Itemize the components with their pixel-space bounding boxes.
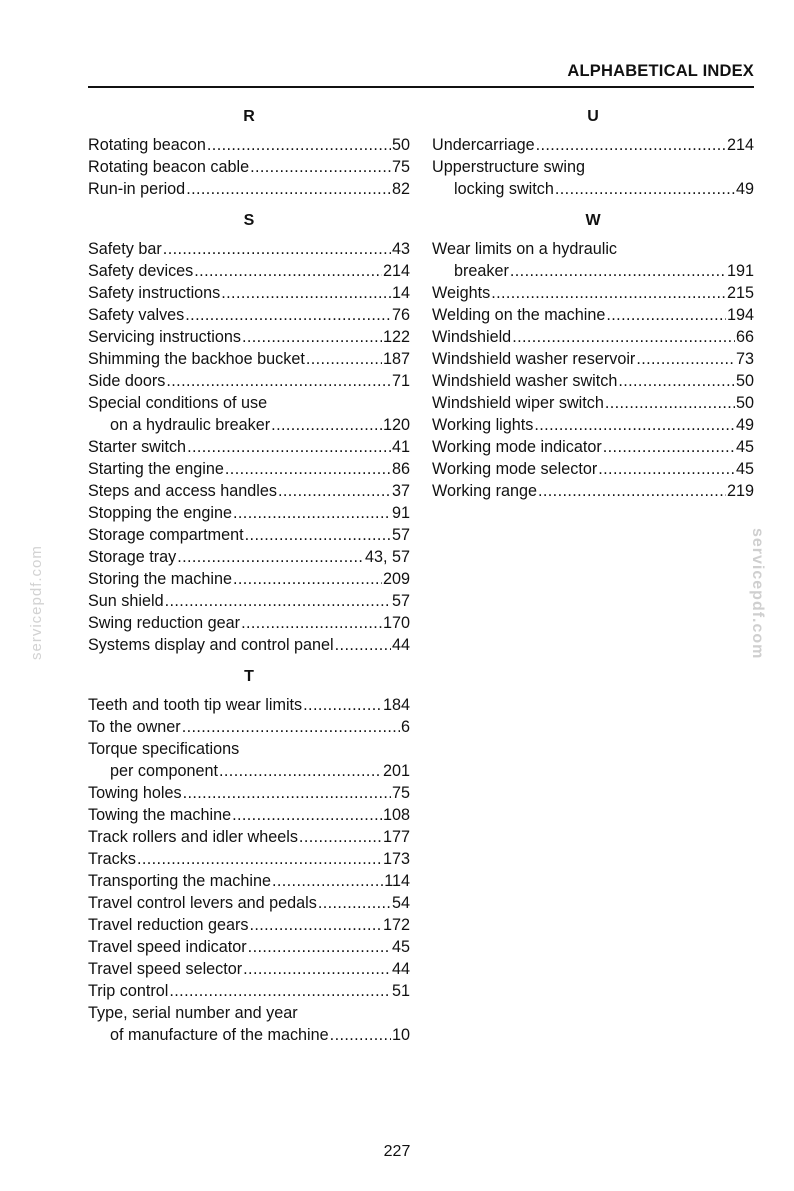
index-entry-list <box>432 238 754 502</box>
index-term: locking switch <box>454 180 554 198</box>
index-entry-line <box>88 848 410 870</box>
index-page-ref: 50 <box>735 372 754 390</box>
index-entry-line <box>432 348 754 370</box>
dot-leader <box>538 480 726 502</box>
index-entry-line <box>88 936 410 958</box>
index-entry-line <box>88 304 410 326</box>
index-entry-line <box>88 392 410 414</box>
index-page-ref: 108 <box>382 806 410 824</box>
dot-leader <box>536 134 726 156</box>
index-entry <box>88 282 410 304</box>
watermark-right: servicepdf.com <box>749 528 766 660</box>
dot-leader <box>245 524 391 546</box>
dot-leader <box>510 260 726 282</box>
index-page-ref: 91 <box>391 504 410 522</box>
index-term: Towing holes <box>88 784 182 802</box>
index-page-ref: 37 <box>391 482 410 500</box>
dot-leader <box>163 238 391 260</box>
dot-leader <box>303 694 382 716</box>
index-page-ref: 201 <box>382 762 410 780</box>
index-entry <box>432 326 754 348</box>
index-entry <box>88 134 410 156</box>
index-page-ref: 50 <box>735 394 754 412</box>
dot-leader <box>603 436 735 458</box>
index-entry-line <box>88 458 410 480</box>
index-page-ref: 173 <box>382 850 410 868</box>
index-entry-line <box>88 738 410 760</box>
index-term: Shimming the backhoe bucket <box>88 350 305 368</box>
index-entry-line <box>88 1002 410 1024</box>
index-term: Working mode indicator <box>432 438 602 456</box>
dot-leader <box>233 568 382 590</box>
index-entry <box>88 348 410 370</box>
index-entry <box>432 414 754 436</box>
dot-leader <box>233 502 391 524</box>
index-term: Starter switch <box>88 438 187 456</box>
index-entry <box>88 436 410 458</box>
dot-leader <box>250 156 391 178</box>
index-entry-line <box>432 436 754 458</box>
index-term: Stopping the engine <box>88 504 233 522</box>
index-entry-continuation <box>432 178 754 200</box>
index-term: Safety devices <box>88 262 194 280</box>
index-entry <box>88 590 410 612</box>
dot-leader <box>335 634 391 656</box>
index-term: Working lights <box>432 416 534 434</box>
dot-leader <box>272 870 383 892</box>
dot-leader <box>534 414 735 436</box>
index-entry-line <box>432 282 754 304</box>
index-entry-continuation <box>88 1024 410 1046</box>
index-term: Track rollers and idler wheels <box>88 828 298 846</box>
index-entry-line <box>88 134 410 156</box>
index-page-ref: 45 <box>391 938 410 956</box>
index-entry-line <box>432 238 754 260</box>
index-entry-continuation <box>88 760 410 782</box>
index-entry <box>432 156 754 200</box>
index-entry-line <box>88 370 410 392</box>
index-term: Systems display and control panel <box>88 636 334 654</box>
index-entry-line <box>432 458 754 480</box>
index-term: Safety bar <box>88 240 162 258</box>
dot-leader <box>278 480 391 502</box>
index-term: Storage tray <box>88 548 177 566</box>
index-term: Starting the engine <box>88 460 224 478</box>
index-entry <box>432 370 754 392</box>
index-entry <box>88 848 410 870</box>
index-page-ref: 184 <box>382 696 410 714</box>
index-entry-line <box>432 480 754 502</box>
index-entry-line <box>88 156 410 178</box>
index-entry-line <box>432 156 754 178</box>
index-entry-line <box>88 590 410 612</box>
index-entry <box>432 458 754 480</box>
index-entry-line <box>432 392 754 414</box>
index-page-ref: 43, 57 <box>364 548 410 566</box>
index-page-ref: 177 <box>382 828 410 846</box>
index-entry <box>88 936 410 958</box>
index-term: Run-in period <box>88 180 186 198</box>
dot-leader <box>243 958 391 980</box>
index-term: Windshield washer switch <box>432 372 618 390</box>
dot-leader <box>636 348 735 370</box>
dot-leader <box>165 590 391 612</box>
index-term: Rotating beacon cable <box>88 158 250 176</box>
index-page-ref: 41 <box>391 438 410 456</box>
dot-leader <box>185 304 391 326</box>
index-entry <box>88 1002 410 1046</box>
index-entry-line <box>88 436 410 458</box>
index-term: Undercarriage <box>432 136 535 154</box>
index-entry-line <box>88 870 410 892</box>
index-entry-list <box>88 694 410 1046</box>
index-page-ref: 57 <box>391 592 410 610</box>
index-page-ref: 10 <box>391 1026 410 1044</box>
index-term: on a hydraulic breaker <box>110 416 271 434</box>
index-entry <box>88 980 410 1002</box>
index-page-ref: 44 <box>391 636 410 654</box>
dot-leader <box>555 178 735 200</box>
index-entry-continuation <box>432 260 754 282</box>
watermark-right-container <box>746 528 766 668</box>
index-entry <box>88 804 410 826</box>
section-letter: T <box>244 668 254 685</box>
index-entry-line <box>88 524 410 546</box>
index-term: Towing the machine <box>88 806 232 824</box>
index-entry <box>88 480 410 502</box>
watermark-left-container <box>28 545 48 790</box>
index-entry <box>88 716 410 738</box>
dot-leader <box>137 848 382 870</box>
dot-leader <box>182 716 400 738</box>
page-number: 227 <box>383 1143 411 1160</box>
index-term: breaker <box>454 262 509 280</box>
index-entry <box>432 134 754 156</box>
index-entry-line <box>432 304 754 326</box>
page-title: ALPHABETICAL INDEX <box>567 62 754 80</box>
index-entry-list <box>432 134 754 200</box>
index-term: Servicing instructions <box>88 328 241 346</box>
index-term: Teeth and tooth tip wear limits <box>88 696 303 714</box>
dot-leader <box>491 282 726 304</box>
index-page-ref: 51 <box>391 982 410 1000</box>
index-entry <box>432 348 754 370</box>
index-entry <box>432 238 754 282</box>
index-entry <box>88 826 410 848</box>
dot-leader <box>186 178 391 200</box>
index-entry-line <box>88 260 410 282</box>
dot-leader <box>248 936 391 958</box>
dot-leader <box>177 546 364 568</box>
dot-leader <box>605 392 735 414</box>
index-entry-line <box>88 178 410 200</box>
index-term: Storing the machine <box>88 570 232 588</box>
dot-leader <box>271 414 382 436</box>
index-entry <box>88 178 410 200</box>
index-page-ref: 75 <box>391 784 410 802</box>
section-letter: S <box>243 212 255 229</box>
dot-leader <box>187 436 391 458</box>
index-page-ref: 187 <box>382 350 410 368</box>
index-term: Steps and access handles <box>88 482 277 500</box>
index-entry-line <box>432 134 754 156</box>
index-entry-line <box>88 348 410 370</box>
index-entry <box>88 958 410 980</box>
page-header <box>88 62 754 88</box>
index-page-ref: 49 <box>735 416 754 434</box>
index-entry-line <box>88 716 410 738</box>
index-page-ref: 71 <box>391 372 410 390</box>
dot-leader <box>241 612 382 634</box>
index-page-ref: 66 <box>735 328 754 346</box>
index-page-ref: 215 <box>726 284 754 302</box>
index-entry <box>88 156 410 178</box>
index-page-ref: 45 <box>735 460 754 478</box>
index-entry-line <box>88 892 410 914</box>
index-entry-line <box>88 634 410 656</box>
index-page-ref: 114 <box>384 872 410 890</box>
index-entry-line <box>88 238 410 260</box>
index-entry-line <box>88 612 410 634</box>
index-term: Weights <box>432 284 491 302</box>
index-entry <box>432 282 754 304</box>
index-entry <box>432 304 754 326</box>
index-column-left <box>88 104 410 1054</box>
index-page-ref: 170 <box>382 614 410 632</box>
index-term: To the owner <box>88 718 181 736</box>
index-term: Travel speed indicator <box>88 938 247 956</box>
index-entry-line <box>88 480 410 502</box>
index-entry <box>88 260 410 282</box>
index-page-ref: 120 <box>382 416 410 434</box>
index-entry-line <box>88 980 410 1002</box>
index-entry-line <box>88 782 410 804</box>
section-letter: W <box>585 212 601 229</box>
index-term: Upperstructure swing <box>432 158 585 176</box>
index-entry-line <box>88 958 410 980</box>
dot-leader <box>299 826 382 848</box>
dot-leader <box>249 914 382 936</box>
index-term: Torque specifications <box>88 740 240 758</box>
index-page-ref: 57 <box>391 526 410 544</box>
index-entry-line <box>432 414 754 436</box>
index-term: Safety valves <box>88 306 185 324</box>
index-page-ref: 191 <box>726 262 754 280</box>
dot-leader <box>169 980 391 1002</box>
index-entry <box>88 392 410 436</box>
index-page-ref: 194 <box>726 306 754 324</box>
index-entry-line <box>88 804 410 826</box>
dot-leader <box>183 782 391 804</box>
index-entry <box>88 546 410 568</box>
index-entry <box>432 436 754 458</box>
index-entry <box>88 326 410 348</box>
index-term: of manufacture of the machine <box>110 1026 329 1044</box>
dot-leader <box>618 370 735 392</box>
index-term: Wear limits on a hydraulic <box>432 240 618 258</box>
index-entry-line <box>88 914 410 936</box>
index-page-ref: 44 <box>391 960 410 978</box>
index-entry-line <box>88 282 410 304</box>
index-entry <box>88 870 410 892</box>
index-entry-continuation <box>88 414 410 436</box>
index-page-ref: 49 <box>735 180 754 198</box>
index-entry <box>88 738 410 782</box>
index-page-ref: 214 <box>726 136 754 154</box>
index-entry-list <box>88 134 410 200</box>
index-term: Special conditions of use <box>88 394 268 412</box>
index-entry <box>432 480 754 502</box>
index-term: Working range <box>432 482 537 500</box>
index-entry <box>88 524 410 546</box>
index-page-ref: 75 <box>391 158 410 176</box>
index-term: Safety instructions <box>88 284 221 302</box>
index-entry-line <box>432 370 754 392</box>
index-page-ref: 76 <box>391 306 410 324</box>
watermark-left: servicepdf.com <box>28 545 45 660</box>
index-entry <box>88 782 410 804</box>
dot-leader <box>221 282 391 304</box>
index-term: Windshield wiper switch <box>432 394 604 412</box>
index-entry <box>88 914 410 936</box>
index-page-ref: 122 <box>382 328 410 346</box>
dot-leader <box>207 134 391 156</box>
dot-leader <box>318 892 391 914</box>
index-entry-line <box>432 326 754 348</box>
index-entry-line <box>88 694 410 716</box>
index-entry-line <box>88 502 410 524</box>
index-page-ref: 209 <box>382 570 410 588</box>
dot-leader <box>512 326 735 348</box>
index-column-right <box>432 104 754 510</box>
index-term: Windshield <box>432 328 512 346</box>
index-entry <box>88 304 410 326</box>
index-page-ref: 43 <box>391 240 410 258</box>
section-letter: R <box>243 108 255 125</box>
index-term: Working mode selector <box>432 460 598 478</box>
index-entry <box>88 634 410 656</box>
dot-leader <box>194 260 382 282</box>
dot-leader <box>306 348 382 370</box>
dot-leader <box>166 370 391 392</box>
dot-leader <box>606 304 726 326</box>
index-term: Tracks <box>88 850 136 868</box>
index-entry <box>88 370 410 392</box>
dot-leader <box>330 1024 391 1046</box>
dot-leader <box>598 458 735 480</box>
index-page-ref: 45 <box>735 438 754 456</box>
index-term: Side doors <box>88 372 166 390</box>
index-entry <box>88 892 410 914</box>
index-term: Windshield washer reservoir <box>432 350 636 368</box>
index-entry <box>88 612 410 634</box>
index-page-ref: 214 <box>382 262 410 280</box>
index-term: Trip control <box>88 982 169 1000</box>
index-entry <box>88 694 410 716</box>
dot-leader <box>219 760 382 782</box>
index-page-ref: 219 <box>726 482 754 500</box>
index-term: Travel reduction gears <box>88 916 249 934</box>
index-term: Rotating beacon <box>88 136 206 154</box>
index-entry <box>88 238 410 260</box>
index-page-ref: 172 <box>382 916 410 934</box>
index-term: Welding on the machine <box>432 306 606 324</box>
index-term: Swing reduction gear <box>88 614 241 632</box>
index-term: per component <box>110 762 218 780</box>
dot-leader <box>232 804 382 826</box>
section-letter: U <box>587 108 599 125</box>
index-page-ref: 6 <box>400 718 410 736</box>
index-page-ref: 73 <box>735 350 754 368</box>
index-entry-line <box>88 568 410 590</box>
index-term: Transporting the machine <box>88 872 271 890</box>
index-term: Sun shield <box>88 592 164 610</box>
index-page-ref: 14 <box>391 284 410 302</box>
index-term: Travel speed selector <box>88 960 243 978</box>
index-entry-list <box>88 238 410 656</box>
index-entry <box>88 458 410 480</box>
index-entry-line <box>88 546 410 568</box>
index-page-ref: 82 <box>391 180 410 198</box>
index-entry <box>88 568 410 590</box>
dot-leader <box>242 326 382 348</box>
index-entry <box>88 502 410 524</box>
dot-leader <box>225 458 391 480</box>
index-page-ref: 54 <box>391 894 410 912</box>
index-term: Travel control levers and pedals <box>88 894 317 912</box>
index-page-ref: 86 <box>391 460 410 478</box>
index-page-ref: 50 <box>391 136 410 154</box>
index-entry-line <box>88 826 410 848</box>
index-entry-line <box>88 326 410 348</box>
index-term: Type, serial number and year <box>88 1004 298 1022</box>
index-term: Storage compartment <box>88 526 244 544</box>
index-entry <box>432 392 754 414</box>
